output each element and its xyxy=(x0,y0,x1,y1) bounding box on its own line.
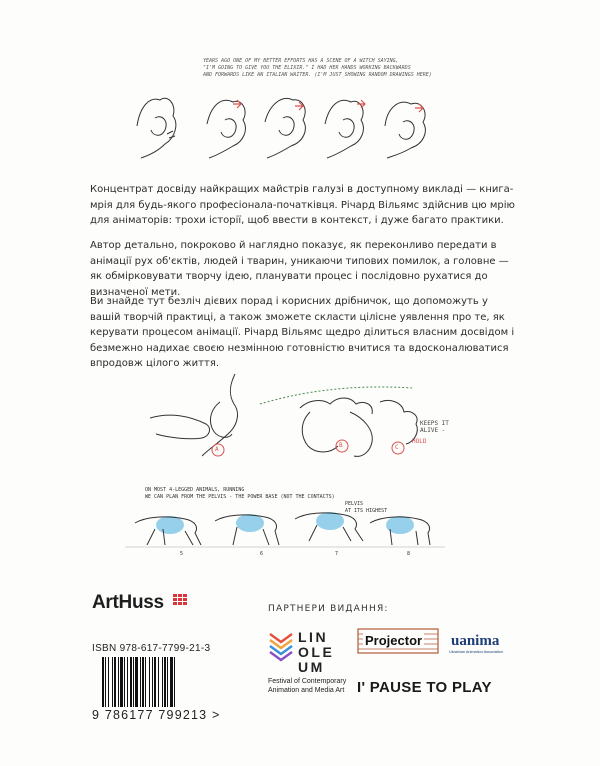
barcode-bar xyxy=(158,657,159,707)
wordmark-line: OLE xyxy=(298,644,335,660)
uanima-logo: uanima xyxy=(451,633,500,649)
note-line: AT ITS HIGHEST xyxy=(345,508,388,514)
uanima-subtitle: Ukrainian Animation Association xyxy=(449,650,504,654)
barcode-bar xyxy=(167,657,168,707)
witch-sketch-sequence xyxy=(125,86,455,161)
description-paragraph-2: Автор детально, покроково й наглядно показує, як переконливо передати в анімації рух об'єктів, людей і тварин, уникаючи типових помилок, а головне — як обмірковувати творчу ідею, планувати процес і послідовно рухатися до визначеної мети. xyxy=(90,240,509,298)
animal-frame xyxy=(370,516,430,545)
top-sketch xyxy=(125,58,455,158)
barcode-bar xyxy=(127,657,128,707)
barcode-bar xyxy=(108,657,109,707)
frame-number: 8 xyxy=(407,551,411,557)
partners-heading: ПАРТНЕРИ ВИДАННЯ: xyxy=(268,604,389,614)
barcode xyxy=(100,657,200,707)
witch-figure xyxy=(385,102,425,158)
frame-number: 7 xyxy=(335,551,339,557)
projector-logo xyxy=(357,628,439,654)
running-animal-sequence xyxy=(125,511,445,551)
pause-to-play-logo: I' PAUSE TO PLAY xyxy=(357,679,492,696)
isbn-text: ISBN 978-617-7799-21-3 xyxy=(92,643,211,654)
barcode-bar xyxy=(124,657,125,707)
barcode-bar xyxy=(140,657,141,707)
barcode-bar xyxy=(105,657,106,707)
barcode-bar xyxy=(120,657,123,707)
witch-figure xyxy=(325,100,363,158)
barcode-bar xyxy=(142,657,144,707)
witch-figure xyxy=(265,98,305,158)
hold-note: HOLD xyxy=(412,438,427,445)
label-a: A xyxy=(215,446,219,453)
barcode-bar xyxy=(118,657,119,707)
animal-frame xyxy=(295,512,363,541)
barcode-bar xyxy=(170,657,173,707)
barcode-bar xyxy=(164,657,166,707)
barcode-bar xyxy=(130,657,132,707)
bottom-sketch xyxy=(125,487,445,562)
note-line: PELVIS xyxy=(345,501,364,507)
barcode-bar xyxy=(154,657,156,707)
note-line: ON MOST 4-LEGGED ANIMALS, RUNNING xyxy=(145,487,245,493)
note-line: YEARS AGO ONE OF MY BETTER EFFORTS HAS A SCENE OF A WITCH SAYING, xyxy=(203,58,399,64)
linoleum-logo xyxy=(268,629,353,694)
arthuss-logo xyxy=(92,592,164,614)
barcode-digits: 9 786177 799213 > xyxy=(92,708,221,722)
barcode-bar xyxy=(162,657,163,707)
middle-sketch xyxy=(150,372,480,472)
subtitle-line: Festival of Contemporary xyxy=(268,678,347,685)
description-paragraph-1: Концентрат досвіду найкращих майстрів галузі в доступному викладі — книга-мрія для будь-якого професіонала-початківця. Річард Вільямс здійснив цю мрію для аніматорів: трохи історії, щоб ввести в контекст, і дуже багато практики. xyxy=(90,184,515,226)
label-b: B xyxy=(339,442,343,449)
animal-frame xyxy=(135,516,201,545)
projector-wordmark: Projector xyxy=(365,633,423,648)
top-sketch-note xyxy=(203,58,463,79)
keeps-it-alive-note: KEEPS IT ALIVE - xyxy=(420,420,449,434)
linoleum-mark-icon xyxy=(268,632,294,662)
description-paragraph-3: Ви знайде тут безліч дієвих порад і корисних дрібничок, що допоможуть у вашій творчій практиці, а також зможете скласти цілісне уявлення про те, як керувати процесом анімації. Річард Вільямс щедро ділиться власним досвідом і безмежно надихає своєю незмінною готовністю вчитися та вдосконалюватися впродовж цілого життя. xyxy=(90,296,515,369)
barcode-bar xyxy=(152,657,153,707)
note-line: AND FORWARDS LIKE AN ITALIAN WAITER. (I'M JUST SHOWING RANDOM DRAWINGS HERE) xyxy=(203,72,432,78)
barcode-bar xyxy=(145,657,146,707)
barcode-bar xyxy=(135,657,138,707)
barcode-bar xyxy=(114,657,116,707)
arthuss-logo-mark-icon xyxy=(173,594,187,606)
barcode-bar xyxy=(149,657,150,707)
barcode-bar xyxy=(174,657,175,707)
frame-number: 5 xyxy=(180,551,184,557)
animal-frame xyxy=(215,514,279,545)
linoleum-wordmark xyxy=(298,630,334,675)
note-line: "I'M GOING TO GIVE YOU THE ELIXIR." I HAD HER HANDS WORKING BACKWARDS xyxy=(203,65,411,71)
barcode-bar xyxy=(112,657,113,707)
note-line: WE CAN PLAN FROM THE PELVIS - THE POWER BASE (NOT THE CONTACTS) xyxy=(145,494,335,500)
bottom-sketch-note xyxy=(145,487,385,501)
label-c: C xyxy=(395,444,399,451)
wordmark-line: UM xyxy=(298,659,325,675)
arthuss-logo-text: ArtHuss xyxy=(92,592,164,613)
frame-number: 6 xyxy=(260,551,264,557)
subtitle-line: Animation and Media Art xyxy=(268,686,345,694)
witch-figure xyxy=(137,98,176,158)
witch-figure xyxy=(207,100,245,158)
barcode-bar xyxy=(102,657,104,707)
wordmark-line: LIN xyxy=(298,629,329,645)
barcode-bar xyxy=(133,657,134,707)
